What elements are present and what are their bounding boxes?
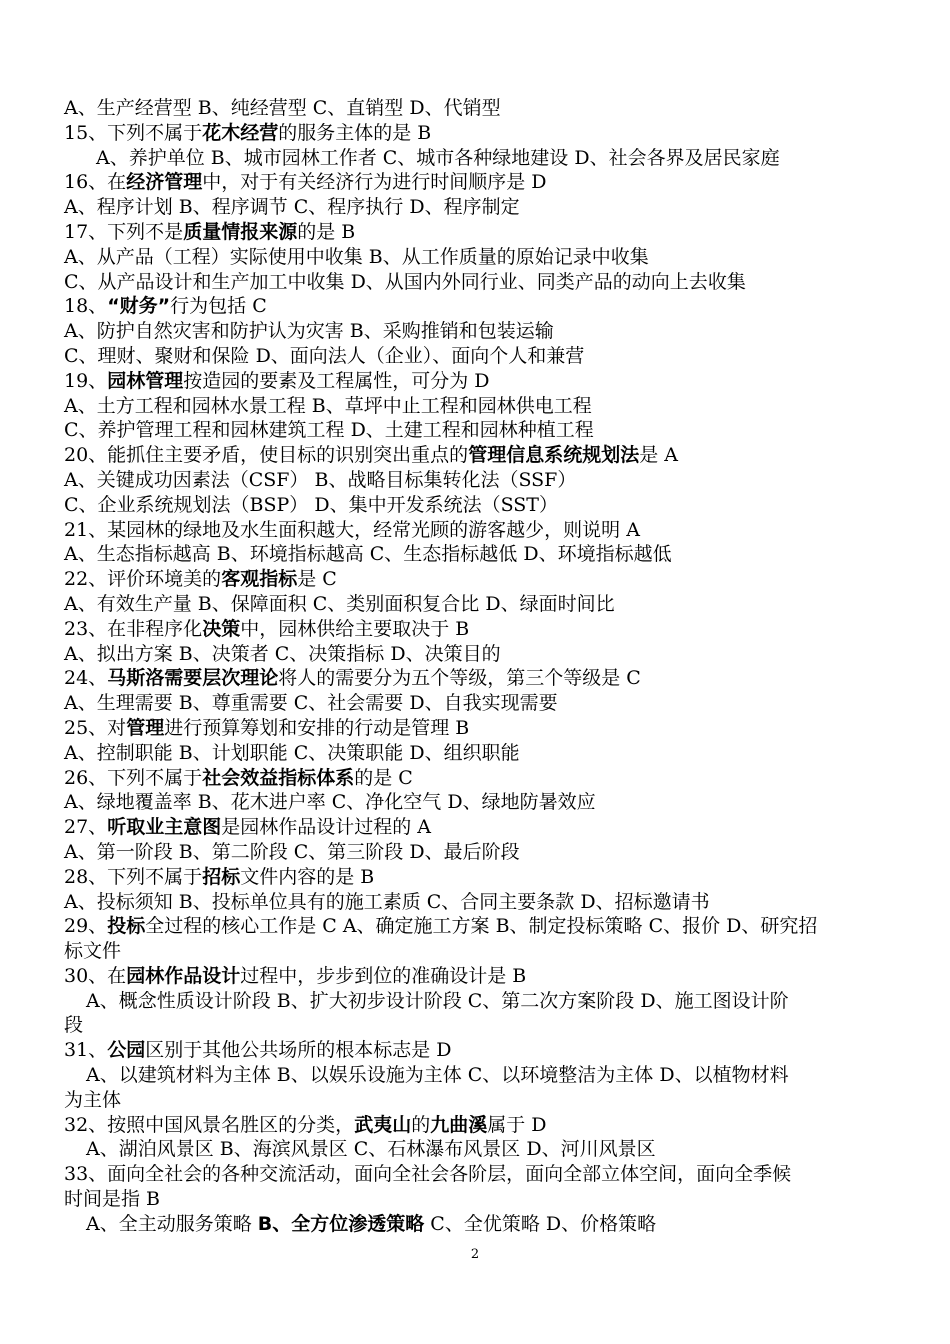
- keyword: 九曲溪: [430, 1113, 488, 1136]
- answer-options-28: A、投标须知 B、投标单位具有的施工素质 C、合同主要条款 D、招标邀请书: [64, 890, 710, 913]
- question-22: 22、评价环境美的客观指标是 C: [64, 568, 337, 591]
- question-21: 21、某园林的绿地及水生面积越大，经常光顾的游客越少，则说明 A: [64, 518, 640, 541]
- keyword: 马斯洛需要层次理论: [107, 667, 279, 690]
- answer-options-21: A、生态指标越高 B、环境指标越高 C、生态指标越低 D、环境指标越低: [64, 543, 672, 566]
- answer-options-27: A、第一阶段 B、第二阶段 C、第三阶段 D、最后阶段: [64, 840, 520, 863]
- question-31: 31、公园区别于其他公共场所的根本标志是 D: [64, 1039, 452, 1062]
- answer-options-20b: C、企业系统规划法（BSP） D、集中开发系统法（SST）: [64, 493, 558, 516]
- question-23: 23、在非程序化决策中，园林供给主要取决于 B: [64, 617, 470, 640]
- keyword: 管理信息系统规划法: [468, 444, 640, 467]
- answer-options-24: A、生理需要 B、尊重需要 C、社会需要 D、自我实现需要: [64, 692, 558, 715]
- answer-options-33: A、全主动服务策略 B、全方位渗透策略 C、全优策略 D、价格策略: [86, 1212, 657, 1235]
- question-15: 15、下列不属于花木经营的服务主体的是 B: [64, 121, 432, 144]
- question-25: 25、对管理进行预算筹划和安排的行动是管理 B: [64, 716, 470, 739]
- keyword: 决策: [202, 617, 241, 640]
- keyword: 管理: [126, 716, 165, 739]
- answer-options-25: A、控制职能 B、计划职能 C、决策职能 D、组织职能: [64, 741, 520, 764]
- question-30: 30、在园林作品设计过程中，步步到位的准确设计是 B: [64, 964, 527, 987]
- answer-options-31-continued: 为主体: [64, 1088, 122, 1111]
- question-27: 27、听取业主意图是园林作品设计过程的 A: [64, 816, 431, 839]
- question-28: 28、下列不属于招标文件内容的是 B: [64, 865, 375, 888]
- keyword: 武夷山: [354, 1113, 412, 1136]
- page-number: 2: [470, 1247, 480, 1262]
- answer-options-15: A、养护单位 B、城市园林工作者 C、城市各种绿地建设 D、社会各界及居民家庭: [96, 146, 780, 169]
- answer-options-19a: A、土方工程和园林水景工程 B、草坪中止工程和园林供电工程: [64, 394, 592, 417]
- answer-options-31: A、以建筑材料为主体 B、以娱乐设施为主体 C、以环境整洁为主体 D、以植物材料: [86, 1064, 789, 1087]
- question-26: 26、下列不属于社会效益指标体系的是 C: [64, 766, 413, 789]
- answer-options-17b: C、从产品设计和生产加工中收集 D、从国内外同行业、同类产品的动向上去收集: [64, 270, 746, 293]
- keyword: 花木经营: [202, 121, 279, 144]
- question-29: 29、投标全过程的核心工作是 C A、确定施工方案 B、制定投标策略 C、报价 D、研究招: [64, 915, 818, 938]
- answer-options-19b: C、养护管理工程和园林建筑工程 D、土建工程和园林种植工程: [64, 419, 594, 442]
- keyword: 招标: [202, 865, 241, 888]
- question-19: 19、园林管理按造园的要素及工程属性，可分为 D: [64, 369, 490, 392]
- question-17: 17、下列不是质量情报来源的是 B: [64, 220, 356, 243]
- answer-options-18b: C、理财、聚财和保险 D、面向法人（企业）、面向个人和兼营: [64, 344, 585, 367]
- question-16: 16、在经济管理中，对于有关经济行为进行时间顺序是 D: [64, 171, 547, 194]
- keyword: 听取业主意图: [107, 816, 222, 839]
- answer-options-30-continued: 段: [64, 1014, 84, 1037]
- keyword: 投标: [107, 915, 146, 938]
- question-29-continued: 标文件: [64, 940, 122, 963]
- question-33-continued: 时间是指 B: [64, 1188, 161, 1211]
- question-18: 18、“财务”行为包括 C: [64, 295, 267, 318]
- keyword: 公园: [107, 1039, 146, 1062]
- answer-options-23: A、拟出方案 B、决策者 C、决策指标 D、决策目的: [64, 642, 501, 665]
- answer-options-16: A、程序计划 B、程序调节 C、程序执行 D、程序制定: [64, 196, 520, 219]
- answer-options-20a: A、关键成功因素法（CSF） B、战略目标集转化法（SSF）: [64, 468, 577, 491]
- answer-options-14: A、生产经营型 B、纯经营型 C、直销型 D、代销型: [64, 97, 501, 119]
- keyword: 质量情报来源: [183, 220, 298, 243]
- question-32: 32、按照中国风景名胜区的分类，武夷山的九曲溪属于 D: [64, 1113, 547, 1136]
- keyword: B、全方位渗透策略: [257, 1212, 425, 1235]
- keyword: “财务”: [107, 295, 171, 318]
- keyword: 客观指标: [221, 568, 298, 591]
- answer-options-30: A、概念性质设计阶段 B、扩大初步设计阶段 C、第二次方案阶段 D、施工图设计阶: [86, 989, 789, 1012]
- question-20: 20、能抓住主要矛盾，使目标的识别突出重点的管理信息系统规划法是 A: [64, 444, 678, 467]
- keyword: 园林管理: [107, 369, 184, 392]
- question-24: 24、马斯洛需要层次理论将人的需要分为五个等级，第三个等级是 C: [64, 667, 641, 690]
- answer-options-32: A、湖泊风景区 B、海滨风景区 C、石林瀑布风景区 D、河川风景区: [86, 1138, 656, 1161]
- keyword: 社会效益指标体系: [202, 766, 355, 789]
- answer-options-17a: A、从产品（工程）实际使用中收集 B、从工作质量的原始记录中收集: [64, 245, 649, 268]
- answer-options-26: A、绿地覆盖率 B、花木进户率 C、净化空气 D、绿地防暑效应: [64, 791, 596, 814]
- question-33: 33、面向全社会的各种交流活动，面向全社会各阶层，面向全部立体空间，面向全季候: [64, 1163, 792, 1186]
- answer-options-22: A、有效生产量 B、保障面积 C、类别面积复合比 D、绿面时间比: [64, 592, 615, 615]
- question-list: [64, 96, 890, 1237]
- keyword: 经济管理: [126, 171, 203, 194]
- answer-options-18a: A、防护自然灾害和防护认为灾害 B、采购推销和包装运输: [64, 320, 554, 343]
- keyword: 园林作品设计: [126, 964, 241, 987]
